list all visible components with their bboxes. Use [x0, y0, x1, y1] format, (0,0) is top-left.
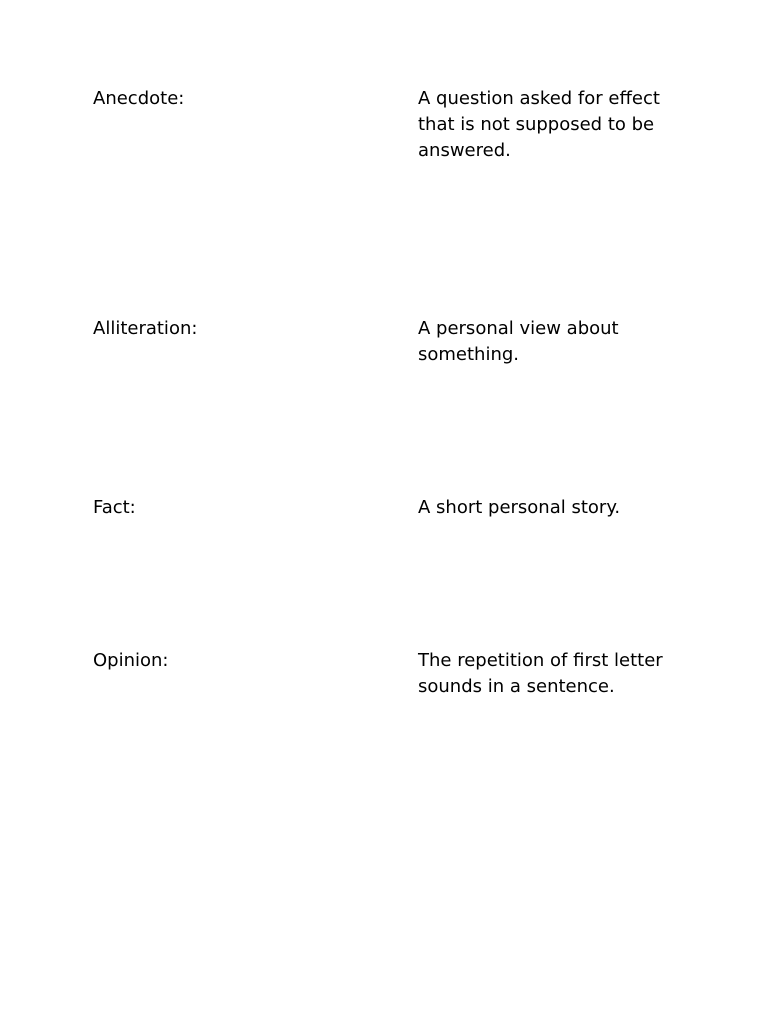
definition-text: A personal view about something. [418, 318, 619, 365]
term-label: Fact: [93, 497, 136, 518]
term-label: Alliteration: [93, 318, 198, 339]
definition-text: The repetition of first letter sounds in a sentence. [418, 650, 663, 697]
definition-text: A question asked for effect that is not supposed to be answered. [418, 88, 660, 161]
term-label: Opinion: [93, 650, 169, 671]
definition-text: A short personal story. [418, 497, 621, 518]
term-label: Anecdote: [93, 88, 185, 109]
